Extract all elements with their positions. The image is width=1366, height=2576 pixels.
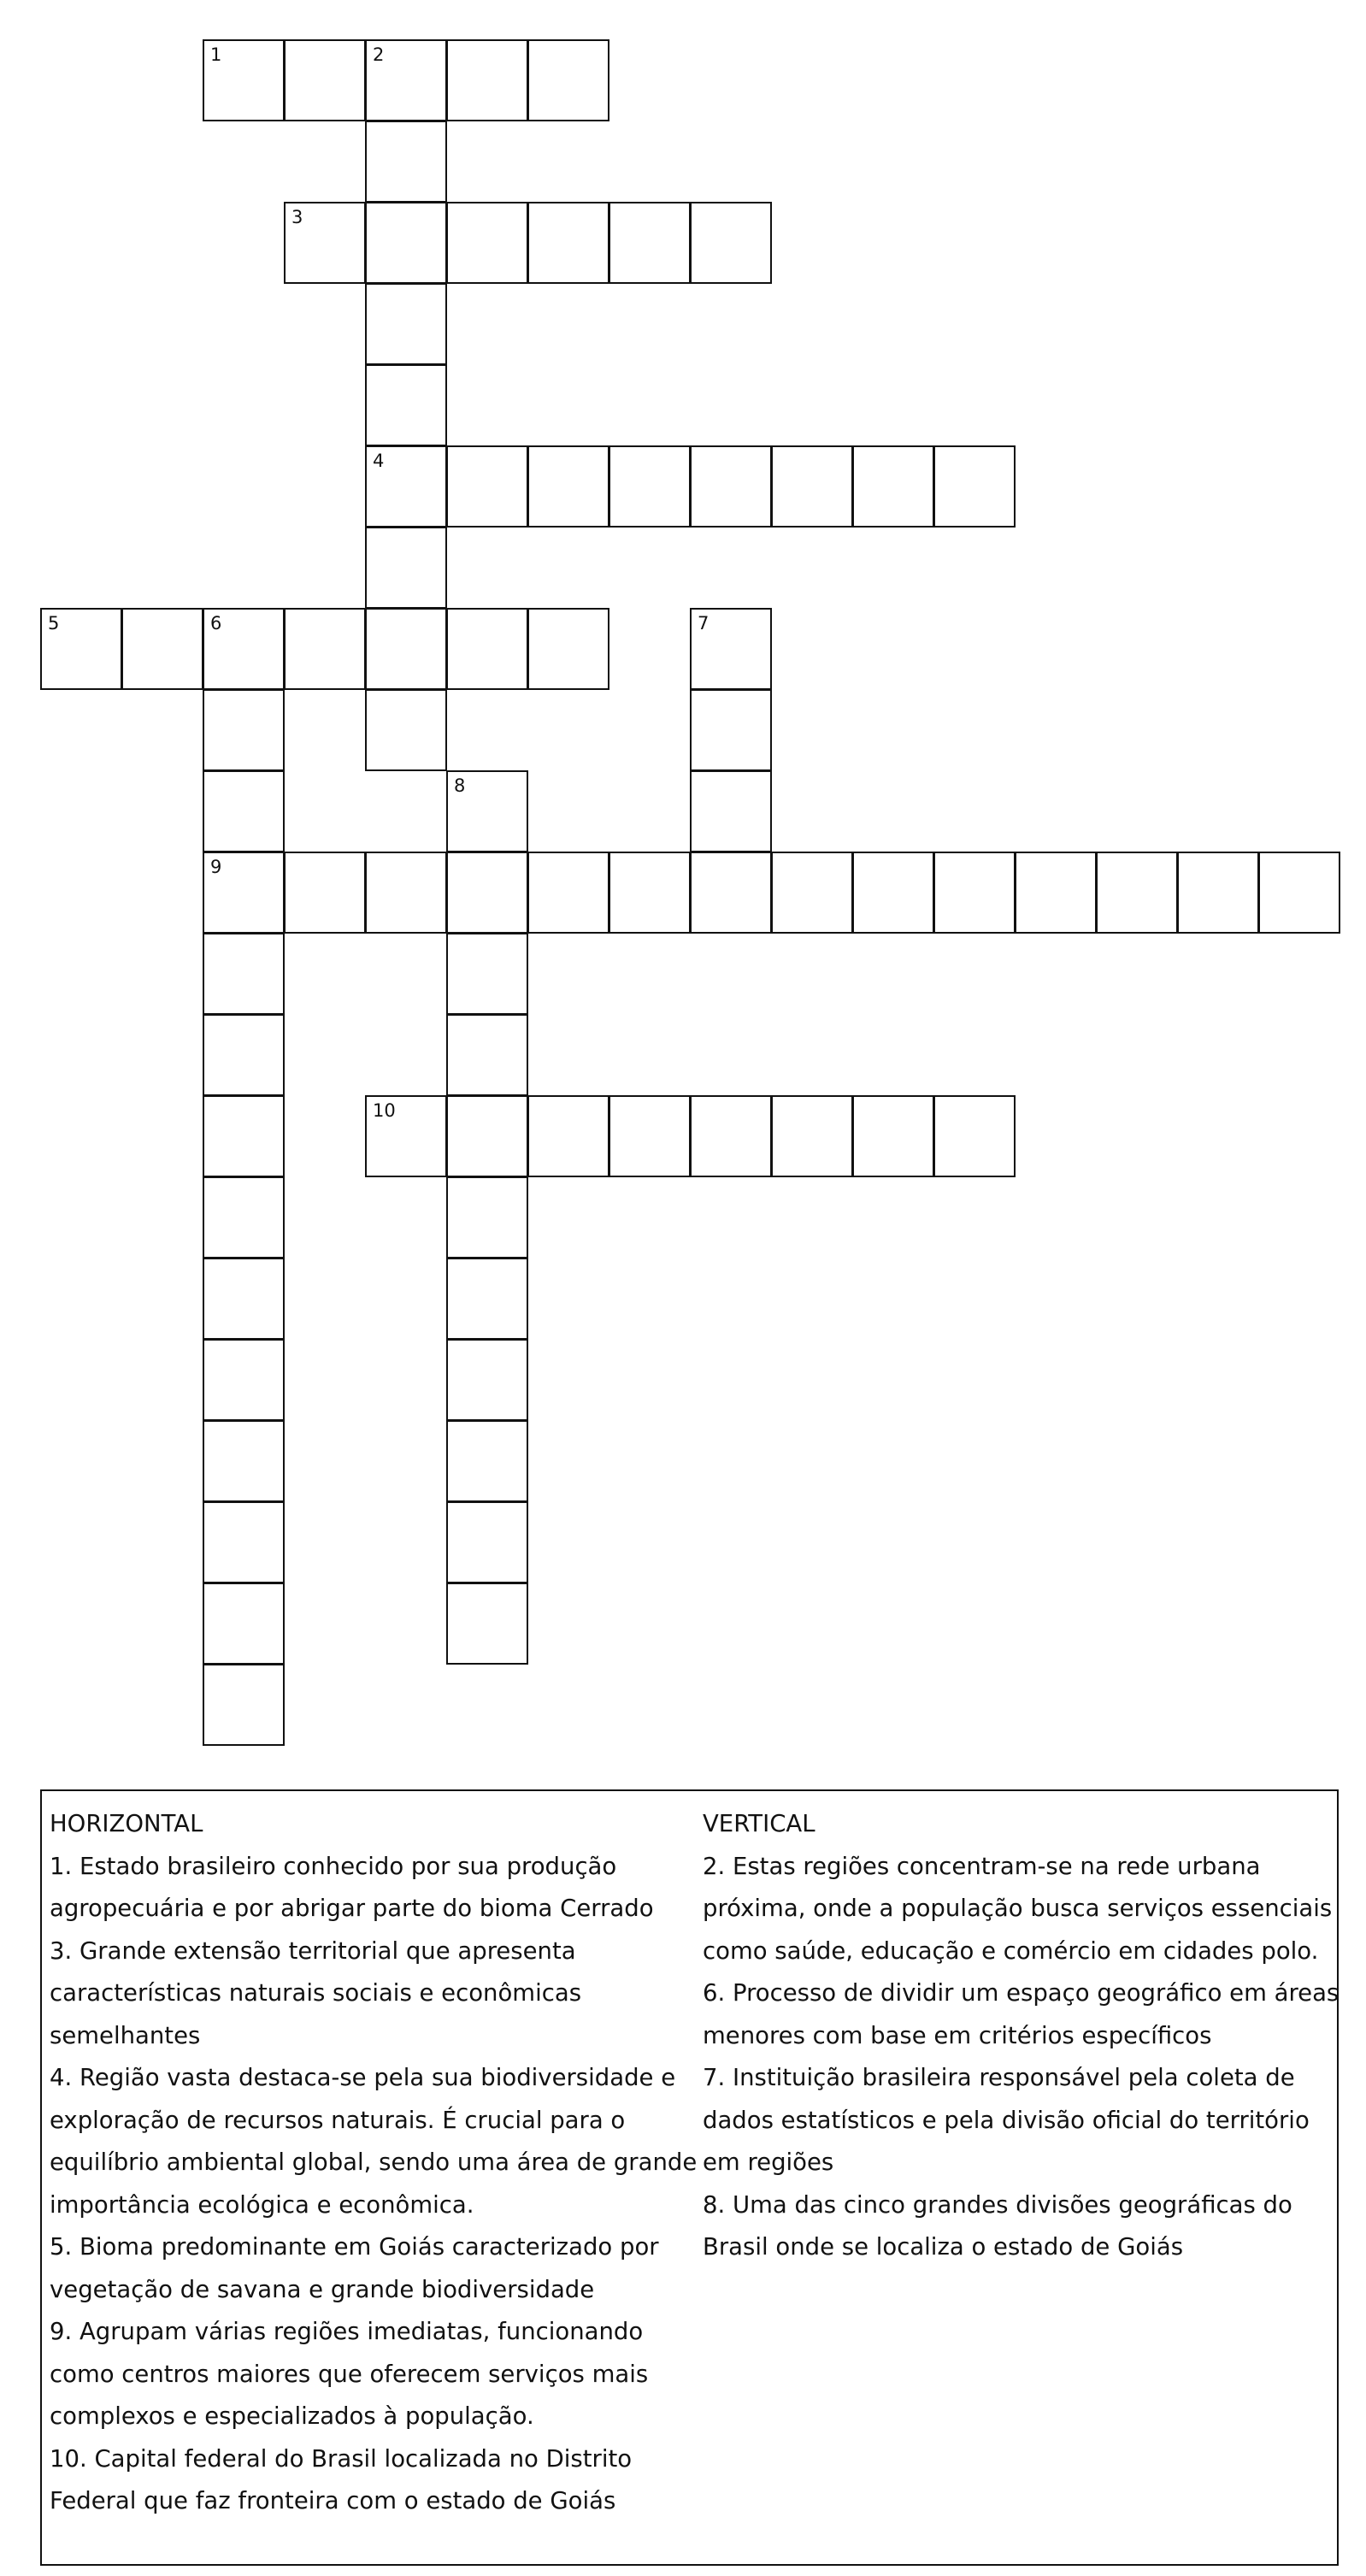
crossword-cell[interactable] xyxy=(690,445,772,528)
crossword-cell[interactable] xyxy=(446,1095,528,1177)
crossword-cell[interactable] xyxy=(771,852,853,934)
clue-number: 5 xyxy=(48,613,60,634)
crossword-cell[interactable] xyxy=(203,852,285,934)
crossword-cell[interactable] xyxy=(933,852,1016,934)
clue-line: 6. Processo de dividir um espaço geográfico em áreas xyxy=(703,1979,1340,2007)
crossword-cell[interactable] xyxy=(203,1095,285,1177)
clue-number: 6 xyxy=(210,613,222,634)
clue-line: como centros maiores que oferecem serviços mais xyxy=(50,2360,649,2388)
clue-line: semelhantes xyxy=(50,2021,201,2049)
clue-line: importância ecológica e econômica. xyxy=(50,2190,474,2219)
crossword-cell[interactable] xyxy=(527,1095,609,1177)
clue-line: vegetação de savana e grande biodiversidade xyxy=(50,2275,595,2303)
crossword-cell[interactable] xyxy=(690,202,772,284)
clue-line: 1. Estado brasileiro conhecido por sua produção xyxy=(50,1852,617,1880)
clue-line: agropecuária e por abrigar parte do bioma Cerrado xyxy=(50,1895,654,1922)
crossword-cell[interactable] xyxy=(446,39,528,121)
crossword-cell[interactable] xyxy=(203,1664,285,1746)
clue-number: 3 xyxy=(291,207,303,227)
clue-number: 10 xyxy=(373,1100,396,1121)
clue-number: 8 xyxy=(454,775,466,796)
crossword-cell[interactable] xyxy=(203,689,285,771)
crossword-cell[interactable] xyxy=(203,933,285,1015)
crossword-cell[interactable] xyxy=(203,770,285,852)
crossword-cell[interactable] xyxy=(527,445,609,528)
crossword-cell[interactable] xyxy=(446,852,528,934)
crossword-cell[interactable] xyxy=(690,770,772,852)
clue-line: 4. Região vasta destaca-se pela sua biodiversidade e xyxy=(50,2064,676,2091)
crossword-cell[interactable] xyxy=(446,445,528,528)
crossword-cell[interactable] xyxy=(203,1583,285,1665)
crossword-cell[interactable] xyxy=(446,1258,528,1340)
clue-line: exploração de recursos naturais. É crucial para o xyxy=(50,2106,626,2134)
clue-line: complexos e especializados à população. xyxy=(50,2402,534,2430)
crossword-cell[interactable] xyxy=(203,1176,285,1259)
clue-number: 2 xyxy=(373,44,385,65)
clue-number: 9 xyxy=(210,857,222,877)
clue-line: características naturais sociais e econômicas xyxy=(50,1979,582,2007)
crossword-cell[interactable] xyxy=(527,852,609,934)
crossword-cell[interactable] xyxy=(203,39,285,121)
crossword-cell[interactable] xyxy=(365,445,447,528)
crossword-cell[interactable] xyxy=(446,1583,528,1665)
crossword-cell[interactable] xyxy=(690,852,772,934)
crossword-cell[interactable] xyxy=(446,1339,528,1421)
crossword-cell[interactable] xyxy=(365,202,447,284)
vertical-clues xyxy=(703,1803,1340,2269)
crossword-cell[interactable] xyxy=(40,608,122,690)
crossword-cell[interactable] xyxy=(527,39,609,121)
clue-line: equilíbrio ambiental global, sendo uma área de grande xyxy=(50,2149,698,2176)
clue-line: Brasil onde se localiza o estado de Goiás xyxy=(703,2233,1184,2261)
crossword-cell[interactable] xyxy=(284,852,366,934)
crossword-cell[interactable] xyxy=(446,1014,528,1096)
clue-number: 1 xyxy=(210,44,222,65)
crossword-cell[interactable] xyxy=(203,1258,285,1340)
crossword-cell[interactable] xyxy=(527,608,609,690)
crossword-cell[interactable] xyxy=(933,1095,1016,1177)
crossword-cell[interactable] xyxy=(203,1014,285,1096)
crossword-cell[interactable] xyxy=(1096,852,1178,934)
clue-line: 3. Grande extensão territorial que apresenta xyxy=(50,1936,576,1965)
crossword-cell[interactable] xyxy=(690,689,772,771)
crossword-cell[interactable] xyxy=(852,852,934,934)
crossword-cell[interactable] xyxy=(365,121,447,203)
clue-line: 2. Estas regiões concentram-se na rede urbana xyxy=(703,1852,1261,1880)
clue-line: como saúde, educação e comércio em cidades polo. xyxy=(703,1936,1319,1965)
clue-box xyxy=(40,1789,1339,2566)
crossword-cell[interactable] xyxy=(365,39,447,121)
crossword-cell[interactable] xyxy=(609,202,691,284)
crossword-cell[interactable] xyxy=(121,608,203,690)
crossword-cell[interactable] xyxy=(852,445,934,528)
crossword-cell[interactable] xyxy=(284,202,366,284)
clue-line: em regiões xyxy=(703,2149,834,2176)
crossword-cell[interactable] xyxy=(203,1339,285,1421)
crossword-cell[interactable] xyxy=(284,39,366,121)
clue-line: menores com base em critérios específicos xyxy=(703,2021,1212,2049)
crossword-cell[interactable] xyxy=(690,1095,772,1177)
crossword-cell[interactable] xyxy=(609,445,691,528)
crossword-cell[interactable] xyxy=(365,527,447,609)
crossword-cell[interactable] xyxy=(852,1095,934,1177)
crossword-cell[interactable] xyxy=(446,202,528,284)
crossword-cell[interactable] xyxy=(446,608,528,690)
crossword-cell[interactable] xyxy=(365,283,447,365)
crossword-cell[interactable] xyxy=(446,1420,528,1502)
crossword-cell[interactable] xyxy=(446,1501,528,1583)
vertical-clues-title: VERTICAL xyxy=(703,1810,815,1837)
clue-number: 7 xyxy=(698,613,709,634)
crossword-cell[interactable] xyxy=(446,933,528,1015)
crossword-cell[interactable] xyxy=(365,364,447,446)
crossword-cell[interactable] xyxy=(933,445,1016,528)
crossword-cell[interactable] xyxy=(446,770,528,852)
clue-number: 4 xyxy=(373,451,385,471)
clue-line: 8. Uma das cinco grandes divisões geográficas do xyxy=(703,2190,1292,2219)
crossword-cell[interactable] xyxy=(771,445,853,528)
clue-line: 10. Capital federal do Brasil localizada no Distrito xyxy=(50,2444,633,2473)
horizontal-clues xyxy=(50,1803,699,2523)
crossword-cell[interactable] xyxy=(365,852,447,934)
crossword-cell[interactable] xyxy=(1177,852,1259,934)
crossword-cell[interactable] xyxy=(609,1095,691,1177)
clue-line: dados estatísticos e pela divisão oficial do território xyxy=(703,2106,1310,2134)
clue-line: próxima, onde a população busca serviços essenciais xyxy=(703,1895,1333,1922)
horizontal-clues-title: HORIZONTAL xyxy=(50,1810,203,1837)
clue-line: 7. Instituição brasileira responsável pela coleta de xyxy=(703,2064,1295,2091)
crossword-cell[interactable] xyxy=(203,1501,285,1583)
crossword-cell[interactable] xyxy=(527,202,609,284)
crossword-cell[interactable] xyxy=(609,852,691,934)
crossword-cell[interactable] xyxy=(365,1095,447,1177)
crossword-cell[interactable] xyxy=(1015,852,1097,934)
clue-line: Federal que faz fronteira com o estado de Goiás xyxy=(50,2487,616,2514)
crossword-cell[interactable] xyxy=(203,1420,285,1502)
clue-line: 5. Bioma predominante em Goiás caracterizado por xyxy=(50,2233,659,2261)
crossword-cell[interactable] xyxy=(203,608,285,690)
crossword-cell[interactable] xyxy=(284,608,366,690)
crossword-cell[interactable] xyxy=(690,608,772,690)
crossword-cell[interactable] xyxy=(771,1095,853,1177)
crossword-cell[interactable] xyxy=(1258,852,1340,934)
crossword-cell[interactable] xyxy=(365,689,447,771)
crossword-cell[interactable] xyxy=(365,608,447,690)
crossword-cell[interactable] xyxy=(446,1176,528,1259)
clue-line: 9. Agrupam várias regiões imediatas, funcionando xyxy=(50,2318,644,2345)
